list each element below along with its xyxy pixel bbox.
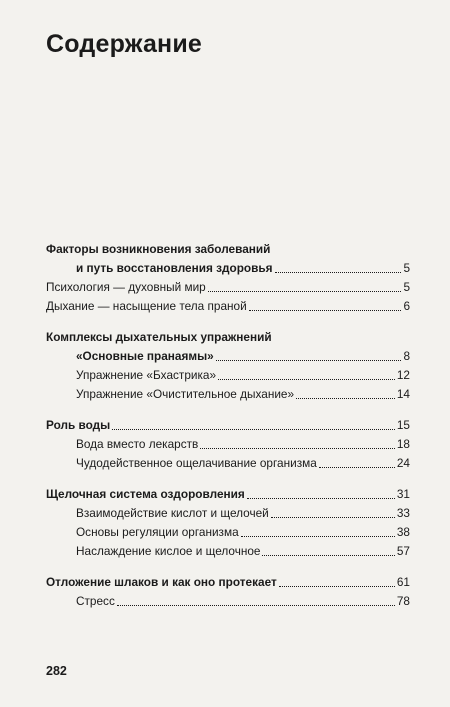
dot-leader (275, 272, 402, 273)
toc-entry-title: и путь восстановления здоровья (76, 261, 273, 275)
dot-leader (247, 498, 395, 499)
toc-entry[interactable] (46, 485, 410, 504)
toc-entry-title: Отложение шлаков и как оно протекает (46, 575, 277, 589)
toc-entry-title: Стресс (76, 594, 115, 608)
toc-entry[interactable] (46, 592, 410, 611)
toc-entry-page: 61 (396, 575, 410, 589)
dot-leader (249, 310, 402, 311)
page-title: Содержание (46, 30, 203, 58)
toc-entry[interactable] (46, 573, 410, 592)
toc-entry-title: Роль воды (46, 418, 111, 432)
toc-entry[interactable] (46, 297, 410, 316)
toc-section (46, 240, 410, 316)
toc-entry-title: Вода вместо лекарств (76, 437, 199, 451)
toc-entry[interactable] (46, 385, 410, 404)
dot-leader (296, 398, 395, 399)
dot-leader (112, 429, 395, 430)
toc-entry-page: 5 (403, 261, 410, 275)
toc-entry[interactable] (46, 328, 410, 347)
toc-entry[interactable] (46, 278, 410, 297)
dot-leader (216, 360, 402, 361)
dot-leader (271, 517, 395, 518)
toc-entry[interactable] (46, 259, 410, 278)
dot-leader (200, 448, 395, 449)
toc-section (46, 416, 410, 473)
toc-entry[interactable] (46, 416, 410, 435)
dot-leader (241, 536, 395, 537)
toc-entry[interactable] (46, 435, 410, 454)
toc-entry-page: 57 (396, 544, 410, 558)
toc-section (46, 328, 410, 404)
toc-entry[interactable] (46, 347, 410, 366)
toc-section (46, 485, 410, 561)
toc-entry-page: 8 (403, 349, 410, 363)
toc-entry[interactable] (46, 542, 410, 561)
toc-entry-title: Комплексы дыхательных упражнений (46, 330, 272, 344)
dot-leader (279, 586, 395, 587)
toc-entry-page: 33 (396, 506, 410, 520)
toc-entry-title: Дыхание — насыщение тела праной (46, 299, 247, 313)
toc-entry-page: 78 (396, 594, 410, 608)
toc-entry-title: Наслаждение кислое и щелочное (76, 544, 261, 558)
toc-entry[interactable] (46, 523, 410, 542)
dot-leader (218, 379, 395, 380)
toc-entry-title: Чудодейственное ощелачивание организма (76, 456, 317, 470)
dot-leader (319, 467, 395, 468)
toc-entry[interactable] (46, 504, 410, 523)
toc-entry[interactable] (46, 366, 410, 385)
dot-leader (262, 555, 394, 556)
toc-entry-title: Психология — духовный мир (46, 280, 206, 294)
toc-entry-page: 6 (403, 299, 410, 313)
toc-entry-title: Упражнение «Очистительное дыхание» (76, 387, 295, 401)
toc-entry-title: Взаимодействие кислот и щелочей (76, 506, 269, 520)
toc-entry-page: 31 (396, 487, 410, 501)
toc-entry-page: 14 (396, 387, 410, 401)
toc-entry-title: Щелочная система оздоровления (46, 487, 245, 501)
toc-entry-title: Упражнение «Бхастрика» (76, 368, 217, 382)
toc-entry-page: 38 (396, 525, 410, 539)
table-of-contents (46, 240, 410, 623)
toc-section (46, 573, 410, 611)
toc-entry-title: Факторы возникновения заболеваний (46, 242, 271, 256)
toc-entry-page: 24 (396, 456, 410, 470)
toc-entry-page: 12 (396, 368, 410, 382)
toc-entry-page: 18 (396, 437, 410, 451)
toc-entry[interactable] (46, 240, 410, 259)
dot-leader (208, 291, 402, 292)
toc-entry[interactable] (46, 454, 410, 473)
toc-entry-title: «Основные пранаямы» (76, 349, 214, 363)
dot-leader (117, 605, 395, 606)
toc-entry-title: Основы регуляции организма (76, 525, 239, 539)
toc-entry-page: 5 (403, 280, 410, 294)
toc-entry-page: 15 (396, 418, 410, 432)
page-number: 282 (46, 664, 67, 678)
